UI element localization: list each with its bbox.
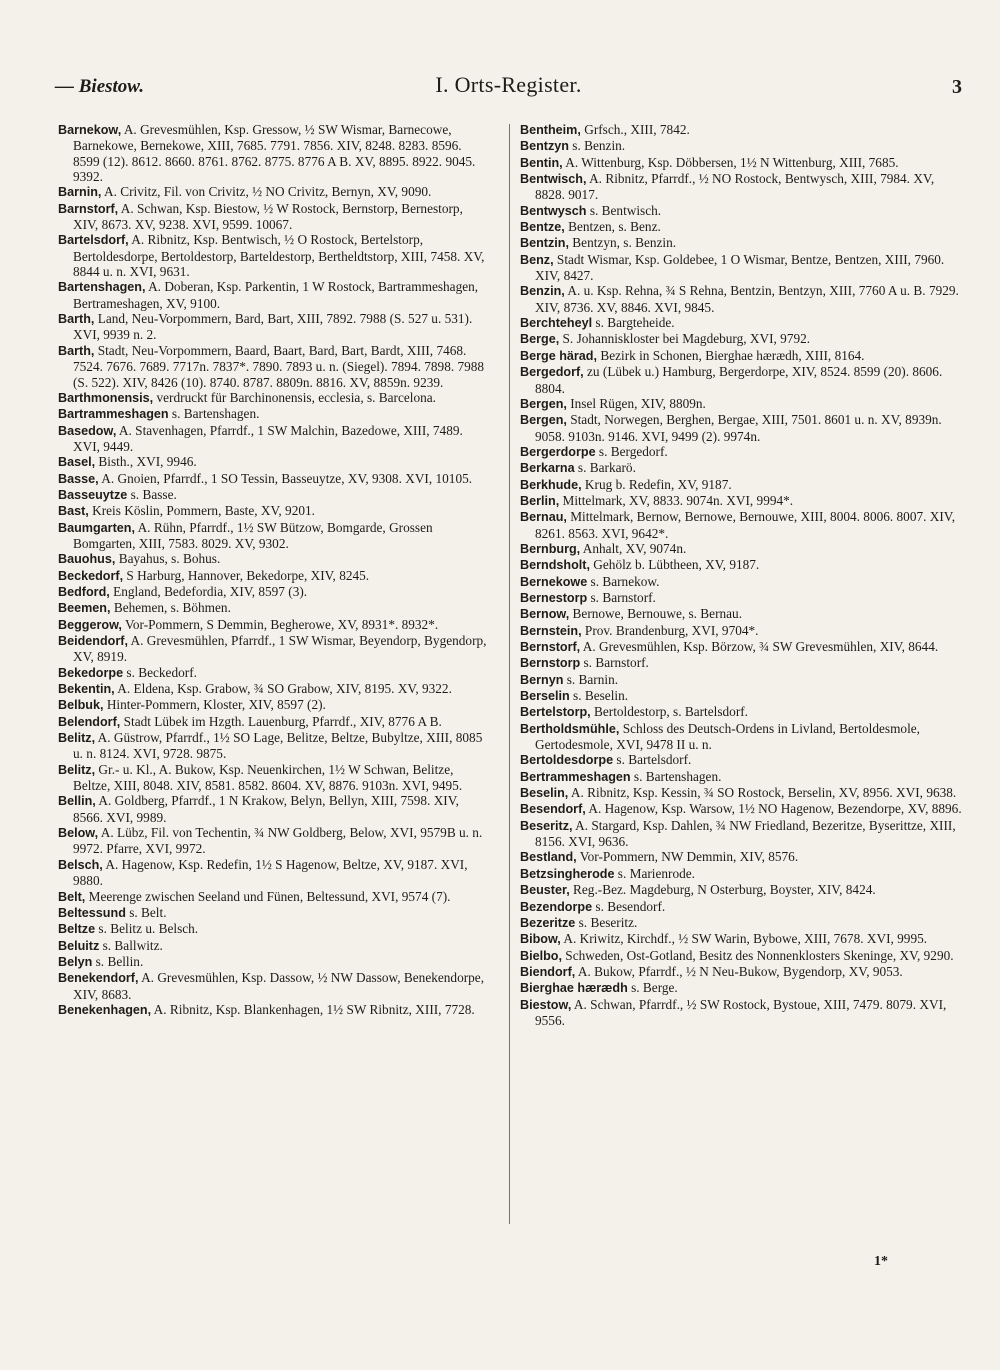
entry-text: Stadt, Neu-Vorpommern, Baard, Baart, Bard, Bart, Bardt, XIII, 7468. 7524. 7676. 7689. 7717n. 7837*. 7890. 7893 u. n. (Siegel). 7894. 7898. 7988 (S. 522). XIV, 8426 (10). 8740. 8787. 8809n. 8816. XV, 8859n. 9239.	[73, 342, 485, 390]
index-entry	[58, 825, 488, 857]
index-entry	[520, 493, 966, 509]
entry-text: s. Ballwitz.	[99, 937, 163, 953]
entry-text: s. Beseritz.	[575, 914, 638, 930]
entry-headword: Belyn	[58, 954, 93, 969]
entry-text: Gr.- u. Kl., A. Bukow, Ksp. Neuenkirchen, 1½ W Schwan, Belitze, Beltze, XIII, 8048. XIV, 8581. 8582. 8604. XV, 8876. 9103n. XVI, 9495.	[73, 761, 463, 794]
column-divider	[509, 124, 510, 1224]
entry-headword: Berkarna	[520, 461, 575, 476]
index-entry	[520, 948, 966, 964]
entry-text: s. Beselin.	[569, 688, 629, 704]
entry-headword: Basel,	[58, 455, 96, 470]
entry-text: S Harburg, Hannover, Bekedorpe, XIV, 8245.	[123, 567, 370, 583]
entry-text: Bisth., XVI, 9946.	[95, 454, 197, 470]
entry-headword: Barthmonensis,	[58, 390, 154, 405]
index-entry	[58, 600, 488, 616]
entry-headword: Bezeritze	[520, 915, 576, 930]
entry-headword: Benz,	[520, 252, 554, 267]
entry-headword: Bertoldesdorpe	[520, 753, 614, 768]
index-entry	[520, 997, 966, 1029]
entry-headword: Bergerdorpe	[520, 444, 596, 459]
entry-text: s. Barnekow.	[587, 573, 660, 589]
entry-headword: Bauohus,	[58, 552, 116, 567]
index-entry	[58, 232, 488, 279]
index-entry	[58, 122, 488, 184]
entry-text: s. Bartelsdorf.	[613, 752, 692, 768]
entry-headword: Bertrammeshagen	[520, 769, 631, 784]
index-entry	[520, 606, 966, 622]
index-entry	[520, 444, 966, 460]
index-entry	[58, 568, 488, 584]
entry-text: A. Ribnitz, Ksp. Kessin, ¾ SO Rostock, Berselin, XV, 8956. XVI, 9638.	[568, 785, 957, 801]
index-entry	[58, 889, 488, 905]
index-entry	[520, 331, 966, 347]
entry-text: A. Stargard, Ksp. Dahlen, ¾ NW Friedland, Bezeritze, Byserittze, XIII, 8156. XVI, 9636.	[535, 817, 956, 850]
entry-text: A. Grevesmühlen, Ksp. Börzow, ¾ SW Grevesmühlen, XIV, 8644.	[580, 639, 939, 654]
entry-text: Bayahus, s. Bohus.	[115, 551, 221, 567]
entry-headword: Beckedorf,	[58, 568, 124, 583]
entry-text: Anhalt, XV, 9074n.	[580, 540, 687, 556]
entry-text: s. Bellin.	[92, 953, 144, 969]
entry-text: s. Benzin.	[568, 138, 626, 154]
index-entry	[58, 551, 488, 567]
entry-headword: Bekentin,	[58, 682, 115, 697]
index-entry	[58, 730, 488, 762]
entry-headword: Biendorf,	[520, 964, 576, 979]
entry-headword: Belbuk,	[58, 698, 104, 713]
entry-headword: Beltze	[58, 922, 96, 937]
entry-text: Stadt, Norwegen, Berghen, Bergae, XIII, 7501. 8601 u. n. XV, 8939n. 9058. 9103n. 9146. XVI, 9499 (2). 9974n.	[535, 412, 942, 444]
entry-text: Land, Neu-Vorpommern, Bard, Bart, XIII, 7892. 7988 (S. 527 u. 531). XVI, 9939 n. 2.	[73, 311, 473, 343]
entry-headword: Beidendorf,	[58, 634, 128, 648]
index-entry	[58, 793, 488, 825]
index-entry	[520, 931, 966, 947]
entry-headword: Basedow,	[58, 423, 117, 438]
entry-text: s. Bentwisch.	[586, 202, 662, 218]
entry-text: A. Rühn, Pfarrdf., 1½ SW Bützow, Bomgarde, Grossen Bomgarten, XIII, 7583. 8029. XV, 9302.	[73, 519, 433, 551]
entry-headword: Basse,	[58, 471, 99, 486]
entry-text: Reg.-Bez. Magdeburg, N Osterburg, Boyster, XIV, 8424.	[569, 882, 876, 898]
signature-mark: 1*	[874, 1254, 888, 1269]
entry-text: A. Schwan, Pfarrdf., ½ SW Rostock, Bystoue, XIII, 7479. 8079. XVI, 9556.	[535, 996, 947, 1028]
entry-headword: Belitz,	[58, 731, 96, 746]
entry-text: Insel Rügen, XIV, 8809n.	[566, 395, 706, 411]
index-entry	[520, 283, 966, 315]
index-entry	[520, 460, 966, 476]
entry-text: s. Barnstorf.	[587, 589, 656, 605]
entry-headword: Barnin,	[58, 185, 102, 200]
index-entry	[520, 785, 966, 801]
entry-text: Kreis Köslin, Pommern, Baste, XV, 9201.	[88, 503, 315, 519]
index-entry	[520, 155, 966, 171]
index-entry	[58, 584, 488, 600]
entry-text: zu (Lübek u.) Hamburg, Bergerdorpe, XIV, 8524. 8599 (20). 8606. 8804.	[535, 364, 943, 396]
entry-headword: Baumgarten,	[58, 520, 135, 535]
entry-text: A. Doberan, Ksp. Parkentin, 1 W Rostock, Bartrammeshagen, Bertrameshagen, XV, 9100.	[73, 279, 479, 311]
entry-headword: Basseuytze	[58, 487, 128, 502]
entry-headword: Bentwisch,	[520, 172, 587, 187]
entry-text: A. Hagenow, Ksp. Warsow, 1½ NO Hagenow, Bezendorpe, XV, 8896.	[585, 801, 962, 817]
entry-text: A. Grevesmühlen, Ksp. Gressow, ½ SW Wismar, Barnecowe, Barnekowe, Bernekowe, XIII, 7685. 7791. 7856. XIV, 8248. 8283. 8596. 8599 (12). 8612. 8660. 8761. 8762. 8775. 8776 A B. XV, 8895. 8922. 9045. 9392.	[73, 122, 476, 185]
entry-headword: Barnekow,	[58, 123, 122, 137]
entry-text: Grfsch., XIII, 7842.	[580, 122, 690, 137]
index-entry	[520, 364, 966, 396]
index-entry	[520, 915, 966, 931]
index-entry	[520, 721, 966, 753]
index-entry	[58, 503, 488, 519]
index-entry	[520, 769, 966, 785]
index-entry	[58, 617, 488, 633]
entry-headword: Bergen,	[520, 396, 567, 411]
entry-headword: Berlin,	[520, 493, 560, 508]
entry-text: Krug b. Redefin, XV, 9187.	[581, 476, 732, 492]
entry-headword: Bentin,	[520, 155, 563, 170]
index-entry	[520, 849, 966, 865]
entry-headword: Berndsholt,	[520, 558, 590, 573]
entry-text: A. Bukow, Pfarrdf., ½ N Neu-Bukow, Bygendorp, XV, 9053.	[575, 963, 903, 979]
index-entry	[58, 311, 488, 343]
entry-headword: Bernstein,	[520, 623, 582, 638]
entry-headword: Belendorf,	[58, 714, 121, 729]
entry-headword: Belitz,	[58, 762, 96, 777]
entry-text: Prov. Brandenburg, XVI, 9704*.	[581, 622, 759, 638]
entry-text: Gehölz b. Lübtheen, XV, 9187.	[589, 557, 760, 573]
entry-text: s. Bartenshagen.	[630, 768, 722, 784]
index-entry	[520, 171, 966, 203]
entry-headword: Bielbo,	[520, 948, 562, 963]
index-entry	[58, 454, 488, 470]
right-column	[520, 122, 966, 1028]
page-number: 3	[952, 76, 962, 98]
entry-text: Bezirk in Schonen, Bierghae hærædh, XIII, 8164.	[597, 347, 865, 363]
entry-headword: Barnstorf,	[58, 201, 119, 216]
entry-text: A. Crivitz, Fil. von Crivitz, ½ NO Crivitz, Bernyn, XV, 9090.	[101, 184, 432, 200]
index-entry	[520, 655, 966, 671]
index-entry	[58, 390, 488, 406]
entry-text: Bernowe, Bernouwe, s. Bernau.	[569, 606, 743, 622]
entry-text: A. Hagenow, Ksp. Redefin, 1½ S Hagenow, Beltze, XV, 9187. XVI, 9880.	[73, 856, 468, 889]
index-entry	[58, 905, 488, 921]
entry-headword: Bentzin,	[520, 236, 569, 251]
entry-text: A. Lübz, Fil. von Techentin, ¾ NW Goldberg, Below, XVI, 9579B u. n. 9972. Pfarre, XVI, 9972.	[73, 825, 483, 857]
index-entry	[520, 704, 966, 720]
index-entry	[520, 801, 966, 817]
entry-text: A. Goldberg, Pfarrdf., 1 N Krakow, Belyn, Bellyn, XIII, 7598. XIV, 8566. XVI, 9989.	[73, 793, 459, 825]
entry-headword: Bartelsdorf,	[58, 233, 129, 248]
entry-headword: Bartenshagen,	[58, 280, 146, 295]
entry-headword: Bertholdsmühle,	[520, 721, 620, 736]
entry-headword: Bernau,	[520, 510, 567, 525]
entry-headword: Bernow,	[520, 607, 570, 622]
entry-text: A. Güstrow, Pfarrdf., 1½ SO Lage, Belitze, Beltze, Bubyltze, XIII, 8085 u. n. 8124. XVI, 9728. 9875.	[73, 730, 483, 762]
entry-headword: Bernburg,	[520, 541, 581, 556]
index-entry	[520, 509, 966, 541]
entry-text: A. Grevesmühlen, Pfarrdf., 1 SW Wismar, Beyendorp, Bygendorp, XV, 8919.	[73, 633, 487, 665]
index-entry	[58, 343, 488, 390]
entry-headword: Bernstorf,	[520, 640, 581, 654]
entry-headword: Below,	[58, 826, 99, 841]
page-title: I. Orts-Register.	[435, 72, 582, 97]
index-entry	[58, 520, 488, 552]
entry-text: s. Barkarö.	[574, 460, 636, 476]
index-entry	[520, 574, 966, 590]
index-entry	[520, 623, 966, 639]
entry-text: A. Schwan, Ksp. Biestow, ½ W Rostock, Bernstorp, Bernestorp, XIV, 8673. XV, 9238. XVI, 9599. 10067.	[73, 200, 463, 233]
entry-headword: Bentzyn	[520, 139, 569, 154]
index-entry	[520, 639, 966, 655]
index-entry	[520, 818, 966, 850]
index-entry	[520, 122, 966, 138]
entry-headword: Bentwysch	[520, 203, 587, 218]
entry-headword: Benekendorf,	[58, 971, 139, 986]
entry-text: Behemen, s. Böhmen.	[110, 600, 231, 616]
entry-headword: Bernestorp	[520, 590, 588, 605]
entry-headword: Biestow,	[520, 997, 572, 1012]
index-entry	[520, 590, 966, 606]
entry-headword: Beselin,	[520, 786, 569, 801]
index-entry	[520, 396, 966, 412]
index-entry	[520, 672, 966, 688]
entry-text: A. Ribnitz, Ksp. Blankenhagen, 1½ SW Ribnitz, XIII, 7728.	[151, 1001, 475, 1017]
entry-text: Schweden, Ost-Gotland, Besitz des Nonnenklosters Skeninge, XV, 9290.	[561, 947, 954, 963]
entry-text: Mittelmark, Bernow, Bernowe, Bernouwe, XIII, 8004. 8006. 8007. XIV, 8261. 8563. XVI, 9642*.	[535, 509, 956, 541]
entry-text: A. u. Ksp. Rehna, ¾ S Rehna, Bentzin, Bentzyn, XIII, 7760 A u. B. 7929. XIV, 8736. XV, 8846. XVI, 9845.	[535, 283, 959, 315]
entry-text: s. Beckedorf.	[123, 664, 197, 680]
entry-text: s. Marienrode.	[614, 865, 695, 881]
index-entry	[520, 541, 966, 557]
entry-text: A. Kriwitz, Kirchdf., ½ SW Warin, Bybowe, XIII, 7678. XVI, 9995.	[560, 931, 928, 947]
entry-text: A. Gnoien, Pfarrdf., 1 SO Tessin, Basseuytze, XV, 9308. XVI, 10105.	[98, 470, 473, 486]
entry-text: s. Barnstorf.	[580, 655, 649, 671]
entry-headword: Berselin	[520, 689, 570, 704]
index-entry	[520, 252, 966, 284]
index-entry	[520, 899, 966, 915]
entry-headword: Bedford,	[58, 584, 110, 599]
entry-headword: Berge härad,	[520, 348, 597, 363]
index-entry	[58, 665, 488, 681]
entry-headword: Benzin,	[520, 284, 565, 299]
entry-text: Meerenge zwischen Seeland und Fünen, Beltessund, XVI, 9574 (7).	[85, 888, 451, 904]
index-entry	[58, 970, 488, 1002]
entry-headword: Bergedorf,	[520, 365, 584, 380]
index-entry	[58, 1002, 488, 1018]
entry-text: A. Grevesmühlen, Ksp. Dassow, ½ NW Dassow, Benekendorpe, XIV, 8683.	[73, 970, 485, 1002]
entry-text: s. Basse.	[127, 486, 177, 502]
entry-headword: Bentze,	[520, 220, 565, 235]
entry-text: A. Eldena, Ksp. Grabow, ¾ SO Grabow, XIV, 8195. XV, 9322.	[114, 681, 452, 697]
entry-headword: Bernekowe	[520, 574, 588, 589]
entry-text: A. Ribnitz, Ksp. Bentwisch, ½ O Rostock, Bertelstorp, Bertoldesdorpe, Bertoldestorp, Barteldestorp, Bertheldtstorp, XIII, 7458. XV, 8844 u. n. XVI, 9631.	[73, 232, 485, 280]
entry-headword: Bibow,	[520, 932, 561, 947]
entry-headword: Belsch,	[58, 857, 103, 872]
entry-headword: Bernyn	[520, 672, 564, 687]
index-entry	[58, 714, 488, 730]
entry-text: Bentzen, s. Benz.	[564, 219, 661, 235]
entry-headword: Beuster,	[520, 883, 570, 898]
entry-text: Stadt Lübek im Hzgth. Lauenburg, Pfarrdf., XIV, 8776 A B.	[120, 713, 442, 729]
entry-headword: Beggerow,	[58, 617, 122, 632]
entry-text: S. Johanniskloster bei Magdeburg, XVI, 9792.	[559, 331, 811, 347]
index-entry	[520, 964, 966, 980]
entry-headword: Bierghae hærædh	[520, 981, 628, 996]
index-entry	[58, 471, 488, 487]
entry-text: s. Berge.	[627, 980, 678, 996]
entry-headword: Berge,	[520, 332, 560, 347]
index-entry	[58, 487, 488, 503]
entry-headword: Berkhude,	[520, 477, 582, 492]
entry-text: Bentzyn, s. Benzin.	[568, 235, 677, 251]
entry-text: A. Stavenhagen, Pfarrdf., 1 SW Malchin, Bazedowe, XIII, 7489. XVI, 9449.	[73, 422, 463, 454]
entry-text: A. Ribnitz, Pfarrdf., ½ NO Rostock, Bentwysch, XIII, 7984. XV, 8828. 9017.	[535, 171, 935, 203]
index-entry	[520, 315, 966, 331]
entry-headword: Beltessund	[58, 905, 126, 920]
index-entry	[520, 348, 966, 364]
entry-headword: Bergen,	[520, 413, 567, 428]
entry-text: s. Bartenshagen.	[168, 406, 260, 422]
entry-headword: Bellin,	[58, 794, 96, 809]
index-entry	[520, 866, 966, 882]
index-entry	[520, 412, 966, 444]
entry-text: Schloss des Deutsch-Ordens in Livland, Bertoldesmole, Gertodesmole, XVI, 9478 II u. n.	[535, 720, 920, 753]
index-entry	[58, 423, 488, 455]
index-entry	[58, 697, 488, 713]
entry-text: verdruckt für Barchinonensis, ecclesia, s. Barcelona.	[153, 389, 437, 405]
index-entry	[520, 219, 966, 235]
index-entry	[520, 235, 966, 251]
index-entry	[58, 279, 488, 311]
entry-text: s. Bargteheide.	[592, 315, 675, 331]
index-entry	[58, 762, 488, 794]
index-entry	[520, 688, 966, 704]
entry-text: Stadt Wismar, Ksp. Goldebee, 1 O Wismar, Bentze, Bentzen, XIII, 7960. XIV, 8427.	[535, 251, 945, 284]
entry-headword: Bezendorpe	[520, 899, 593, 914]
entry-headword: Betzsingherode	[520, 866, 615, 881]
entry-text: Hinter-Pommern, Kloster, XIV, 8597 (2).	[103, 697, 326, 713]
entry-text: Vor-Pommern, S Demmin, Begherowe, XV, 8931*. 8932*.	[121, 616, 439, 632]
entry-text: England, Bedefordia, XIV, 8597 (3).	[109, 583, 308, 599]
index-entry	[520, 477, 966, 493]
entry-headword: Bestland,	[520, 850, 577, 865]
entry-headword: Belt,	[58, 889, 86, 904]
entry-text: s. Besendorf.	[592, 898, 666, 914]
entry-headword: Besendorf,	[520, 802, 586, 817]
entry-headword: Benekenhagen,	[58, 1002, 152, 1017]
entry-text: s. Bergedorf.	[595, 443, 668, 459]
entry-text: s. Belt.	[125, 904, 167, 920]
running-head: — Biestow.	[55, 76, 145, 97]
entry-text: Mittelmark, XV, 8833. 9074n. XVI, 9994*.	[559, 492, 794, 508]
entry-headword: Bekedorpe	[58, 665, 124, 680]
index-entry	[58, 857, 488, 889]
index-entry	[520, 557, 966, 573]
index-entry	[520, 138, 966, 154]
entry-headword: Beluitz	[58, 938, 100, 953]
entry-text: A. Wittenburg, Ksp. Döbbersen, 1½ N Wittenburg, XIII, 7685.	[562, 154, 899, 170]
entry-headword: Barth,	[58, 343, 95, 358]
index-entry	[58, 954, 488, 970]
entry-text: s. Belitz u. Belsch.	[95, 921, 199, 937]
index-entry	[520, 980, 966, 996]
entry-headword: Bast,	[58, 504, 89, 519]
entry-headword: Bernstorp	[520, 656, 581, 671]
entry-headword: Bertelstorp,	[520, 705, 591, 720]
index-entry	[520, 752, 966, 768]
index-entry	[58, 633, 488, 665]
entry-text: Vor-Pommern, NW Demmin, XIV, 8576.	[576, 849, 799, 865]
page-header	[55, 72, 962, 106]
index-entry	[58, 921, 488, 937]
index-entry	[520, 203, 966, 219]
index-entry	[58, 938, 488, 954]
entry-headword: Bentheim,	[520, 123, 581, 137]
entry-headword: Beemen,	[58, 601, 111, 616]
index-entry	[58, 406, 488, 422]
entry-headword: Barth,	[58, 312, 95, 327]
left-column	[58, 122, 488, 1018]
entry-text: Bertoldestorp, s. Bartelsdorf.	[590, 704, 749, 720]
entry-headword: Berchteheyl	[520, 316, 593, 331]
entry-headword: Bartrammeshagen	[58, 407, 169, 422]
entry-headword: Beseritz,	[520, 818, 573, 833]
entry-text: s. Barnin.	[563, 671, 619, 687]
index-entry	[58, 184, 488, 200]
index-entry	[58, 681, 488, 697]
index-entry	[520, 882, 966, 898]
index-entry	[58, 201, 488, 233]
